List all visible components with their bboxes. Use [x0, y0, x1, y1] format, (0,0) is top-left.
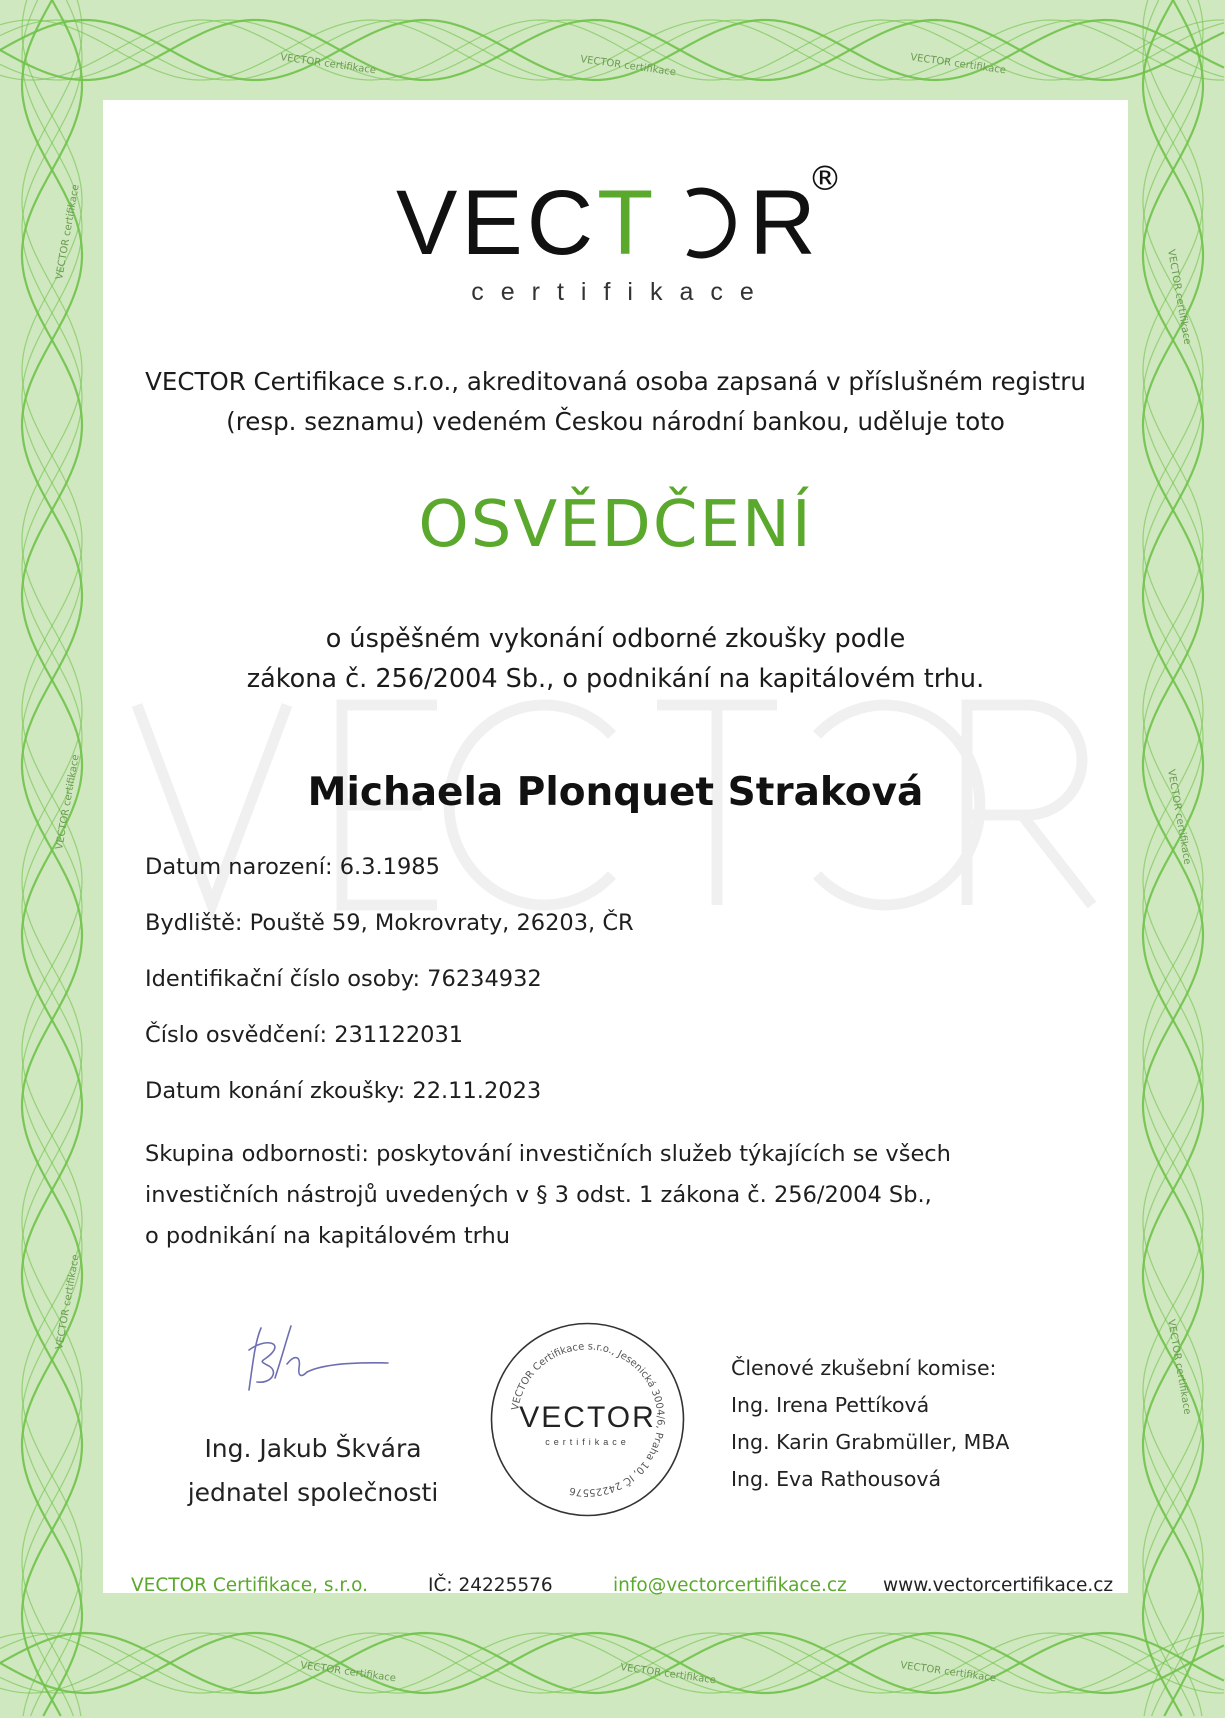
committee-heading: Členové zkušební komise:: [731, 1356, 997, 1380]
expertise-line-3: o podnikání na kapitálovém trhu: [145, 1223, 511, 1249]
logo-tagline: certifikace: [470, 278, 771, 306]
intro-line-2: (resp. seznamu) vedeném Českou národní bankou, uděluje toto: [226, 407, 1005, 436]
certificate-title: OSVĚDČENÍ: [418, 488, 813, 562]
logo-reversed-c-mark: [688, 191, 732, 255]
frame-label: VECTOR certifikace: [909, 52, 1007, 77]
frame-label: VECTOR certifikace: [1165, 248, 1193, 346]
committee-member: Ing. Irena Pettíková: [731, 1393, 930, 1417]
svg-text:VECTR: [396, 172, 820, 274]
holder-name: Michaela Plonquet Straková: [307, 770, 924, 815]
subtitle-line-1: o úspěšném vykonání odborné zkoušky podle: [325, 624, 906, 654]
frame-label: VECTOR certifikace: [899, 1660, 997, 1685]
frame-label: VECTOR certifikace: [619, 1662, 717, 1687]
frame-label: VECTOR certifikace: [579, 54, 677, 79]
logo-wordmark-end: R: [748, 172, 820, 274]
stamp-logo: VECTOR: [519, 1401, 656, 1434]
subtitle-line-2: zákona č. 256/2004 Sb., o podnikání na kapitálovém trhu.: [246, 664, 985, 694]
expertise-group: [145, 1134, 1105, 1257]
border-wave-line: [22, 0, 82, 1716]
signer-name: Ing. Jakub Škvára: [204, 1434, 422, 1463]
frame-label: VECTOR certifikace: [54, 1253, 82, 1351]
exam-committee: [731, 1350, 1009, 1498]
expertise-line-1: Skupina odbornosti: poskytování investičních služeb týkajících se všech: [145, 1141, 951, 1167]
personal-id-number: Identifikační číslo osoby: 76234932: [145, 966, 542, 992]
holder-details: [145, 854, 1105, 1257]
frame-label: VECTOR certifikace: [54, 183, 82, 281]
birth-date: Datum narození: 6.3.1985: [145, 854, 440, 880]
certificate-number: Číslo osvědčení: 231122031: [145, 1022, 464, 1048]
border-wave-line: [22, 0, 82, 1716]
logo-wordmark-accent: T: [596, 172, 657, 274]
footer-ic: IČ: 24225576: [428, 1575, 553, 1596]
frame-label: VECTOR certifikace: [54, 753, 82, 851]
handwritten-signature: [183, 1320, 423, 1395]
exam-date: Datum konání zkoušky: 22.11.2023: [145, 1078, 542, 1104]
footer-email-link[interactable]: info@vectorcertifikace.cz: [613, 1575, 847, 1596]
intro-text: [103, 362, 1128, 442]
signer-role: jednatel společnosti: [187, 1478, 439, 1507]
border-wave-line: [22, 0, 82, 1716]
company-stamp: [485, 1317, 690, 1522]
border-wave-line: [22, 0, 82, 1716]
stamp-tagline: certifikace: [545, 1437, 630, 1447]
residence: Bydliště: Pouště 59, Mokrovraty, 26203, ČR: [145, 910, 634, 936]
logo-wordmark-dark: VEC: [395, 172, 597, 274]
registered-mark: ®: [807, 159, 842, 199]
committee-member: Ing. Eva Rathousová: [731, 1467, 942, 1491]
expertise-line-2: investičních nástrojů uvedených v § 3 odst. 1 zákona č. 256/2004 Sb.,: [145, 1182, 932, 1208]
certificate-subtitle: [103, 619, 1128, 699]
footer-company: VECTOR Certifikace, s.r.o.: [131, 1575, 369, 1596]
frame-label: VECTOR certifikace: [279, 52, 377, 77]
frame-label: VECTOR certifikace: [1165, 1318, 1193, 1416]
border-wave-line: [22, 0, 82, 1716]
stamp-ring-text: VECTOR Certifikace s.r.o., Jesenická 3004/6, Praha 10, IČ 24225576: [510, 1341, 666, 1498]
committee-member: Ing. Karin Grabmüller, MBA: [731, 1430, 1010, 1454]
signer-block: [143, 1427, 483, 1515]
frame-label: VECTOR certifikace: [1165, 768, 1193, 866]
footer-website-link[interactable]: www.vectorcertifikace.cz: [883, 1575, 1114, 1596]
frame-label: VECTOR certifikace: [299, 1660, 397, 1685]
border-wave-line: [22, 0, 82, 1716]
intro-line-1: VECTOR Certifikace s.r.o., akreditovaná osoba zapsaná v příslušném registru: [145, 367, 1086, 396]
certificate-body: [103, 100, 1128, 1596]
vector-logo: [103, 142, 1128, 307]
